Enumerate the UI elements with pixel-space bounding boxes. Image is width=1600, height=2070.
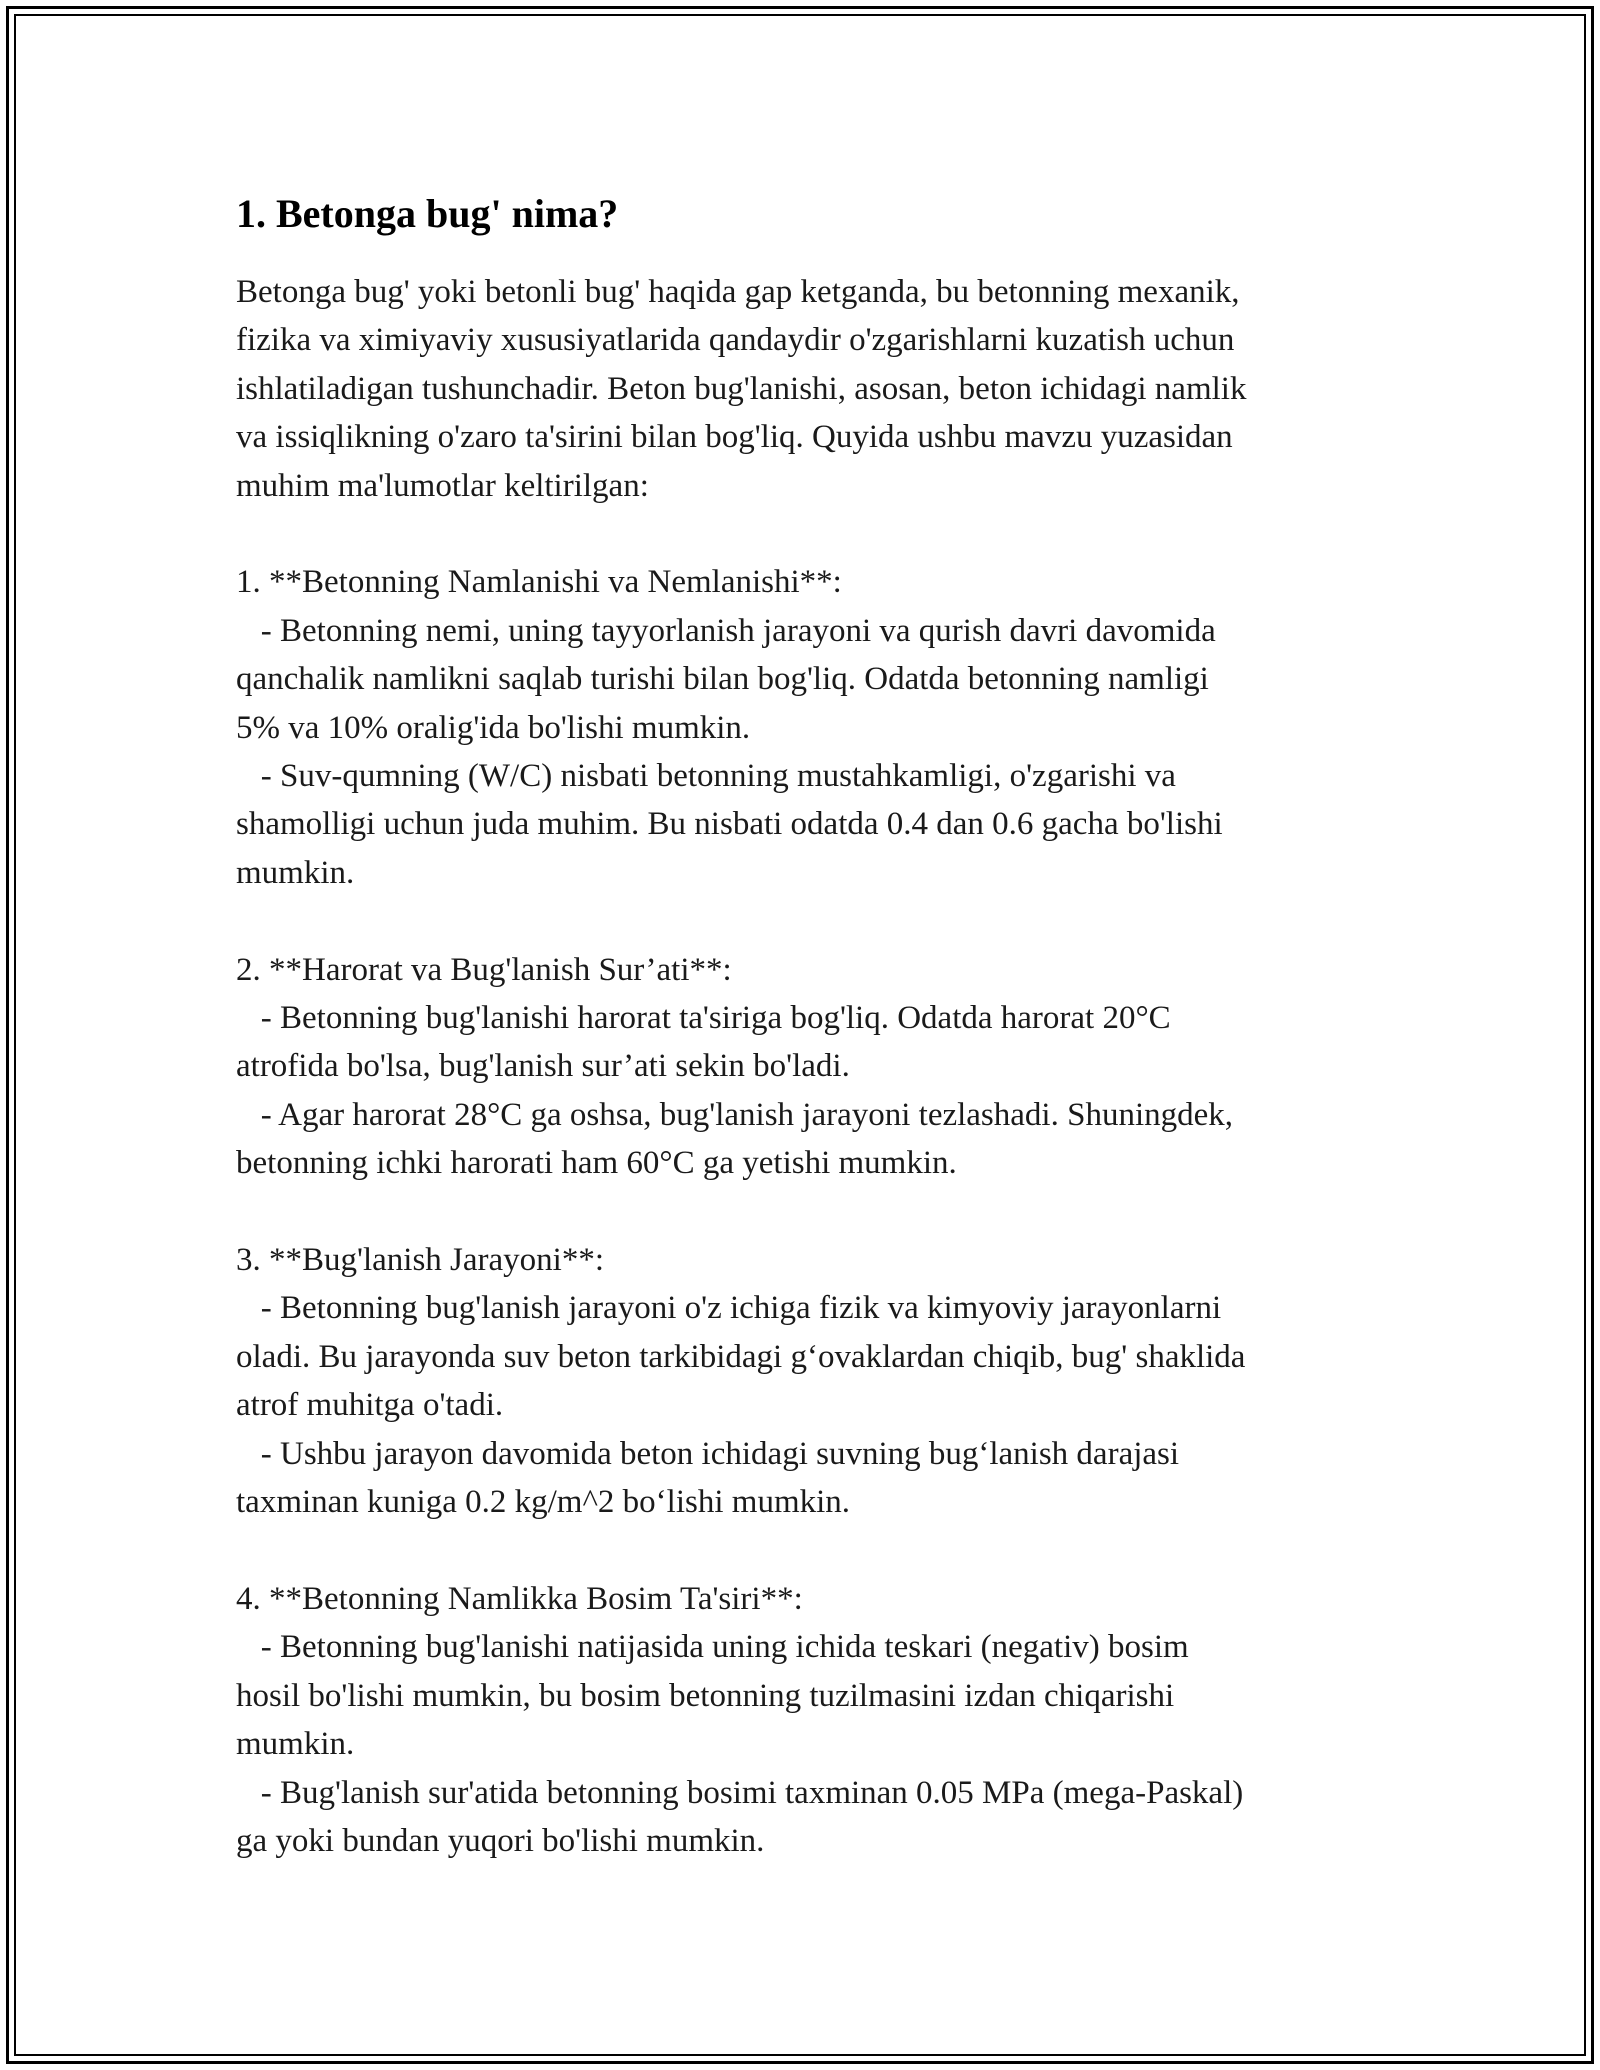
intro-line: ishlatiladigan tushunchadir. Beton bug'lanishi, asosan, beton ichidagi namlik (236, 370, 1247, 407)
paragraph-gap (236, 510, 1376, 558)
section-3-line: atrof muhitga o'tadi. (236, 1387, 504, 1424)
intro-line: muhim ma'lumotlar keltirilgan: (236, 467, 649, 504)
section-4-line: mumkin. (236, 1726, 355, 1763)
section-1 (236, 558, 1376, 897)
document-body (236, 186, 1376, 1865)
paragraph-gap (236, 897, 1376, 945)
section-4-line: hosil bo'lishi mumkin, bu bosim betonning tuzilmasini izdan chiqarishi (236, 1677, 1175, 1714)
section-1-line: - Betonning nemi, uning tayyorlanish jarayoni va qurish davri davomida (236, 612, 1216, 649)
section-3-line: oladi. Bu jarayonda suv beton tarkibidagi g‘ovaklardan chiqib, bug' shaklida (236, 1338, 1246, 1375)
section-4-line: - Bug'lanish sur'atida betonning bosimi taxminan 0.05 MPa (mega-Paskal) (236, 1774, 1244, 1811)
intro-line: fizika va ximiyaviy xususiyatlarida qandaydir o'zgarishlarni kuzatish uchun (236, 322, 1235, 359)
section-2-heading: 2. **Harorat va Bug'lanish Sur’ati**: (236, 951, 732, 988)
section-1-line: mumkin. (236, 854, 355, 891)
paragraph-gap (236, 1527, 1376, 1575)
section-2-line: - Betonning bug'lanishi harorat ta'siriga bog'liq. Odatda harorat 20°C (236, 1000, 1171, 1037)
section-1-line: shamolligi uchun juda muhim. Bu nisbati odatda 0.4 dan 0.6 gacha bo'lishi (236, 806, 1223, 843)
section-3-line: taxminan kuniga 0.2 kg/m^2 bo‘lishi mumkin. (236, 1484, 851, 1521)
intro-line: va issiqlikning o'zaro ta'sirini bilan bog'liq. Quyida ushbu mavzu yuzasidan (236, 419, 1233, 456)
section-3-line: - Ushbu jarayon davomida beton ichidagi suvning bug‘lanish darajasi (236, 1435, 1180, 1472)
section-2-line: atrofida bo'lsa, bug'lanish sur’ati sekin bo'ladi. (236, 1048, 850, 1085)
section-4-heading: 4. **Betonning Namlikka Bosim Ta'siri**: (236, 1580, 803, 1617)
section-2-line: betonning ichki harorati ham 60°C ga yetishi mumkin. (236, 1145, 957, 1182)
section-2 (236, 946, 1376, 1188)
section-3-line: - Betonning bug'lanish jarayoni o'z ichiga fizik va kimyoviy jarayonlarni (236, 1290, 1222, 1327)
section-1-line: 5% va 10% oralig'ida bo'lishi mumkin. (236, 709, 751, 746)
section-4-line: - Betonning bug'lanishi natijasida uning ichida teskari (negativ) bosim (236, 1629, 1189, 1666)
section-2-line: - Agar harorat 28°C ga oshsa, bug'lanish jarayoni tezlashadi. Shuningdek, (236, 1096, 1234, 1133)
paragraph-gap (236, 1188, 1376, 1236)
section-1-heading: 1. **Betonning Namlanishi va Nemlanishi**: (236, 564, 842, 601)
section-3 (236, 1236, 1376, 1526)
section-4 (236, 1575, 1376, 1865)
intro-paragraph (236, 268, 1376, 510)
intro-line: Betonga bug' yoki betonli bug' haqida gap ketganda, bu betonning mexanik, (236, 274, 1240, 310)
document-title: 1. Betonga bug' nima? (236, 191, 619, 236)
section-4-line: ga yoki bundan yuqori bo'lishi mumkin. (236, 1822, 765, 1859)
section-1-line: - Suv-qumning (W/C) nisbati betonning mustahkamligi, o'zgarishi va (236, 758, 1176, 795)
section-1-line: qanchalik namlikni saqlab turishi bilan bog'liq. Odatda betonning namligi (236, 661, 1209, 698)
section-3-heading: 3. **Bug'lanish Jarayoni**: (236, 1242, 604, 1279)
